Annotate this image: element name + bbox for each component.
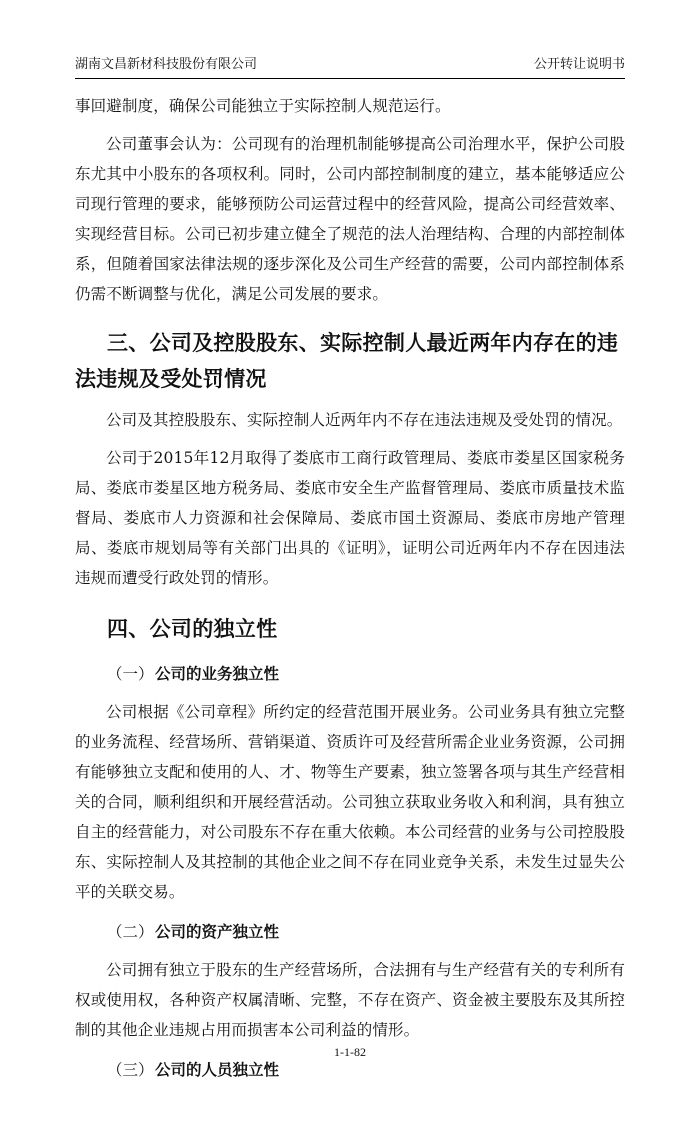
paragraph-board-opinion: 公司董事会认为：公司现有的治理机制能够提高公司治理水平，保护公司股东尤其中小股东的各项权利。同时，公司内部控制制度的建立，基本能够适应公司现行管理的要求，能够预防公司运营过程中的经营风险，提高公司经营效率、实现经营目标。公司已初步建立健全了规范的法人治理结构、合理的内部控制体系，但随着国家法律法规的逐步深化及公司生产经营的需要，公司内部控制体系仍需不断调整与优化，满足公司发展的要求。 [75, 135, 625, 303]
subsection-title: 公司的资产独立性 [155, 923, 280, 941]
paragraph-no-violations: 公司及其控股股东、实际控制人近两年内不存在违法违规及受处罚的情况。 [106, 411, 623, 429]
page-header [75, 56, 625, 79]
subsection-heading-assets [75, 917, 625, 947]
subsection-number: （一） [107, 665, 154, 683]
header-document-title: 公开转让说明书 [533, 57, 625, 72]
section-heading-violations: 三、公司及控股股东、实际控制人最近两年内存在的违法违规及受处罚情况 [75, 331, 619, 391]
page-number: 1-1-82 [334, 1045, 366, 1059]
section-heading-independence: 四、公司的独立性 [107, 617, 278, 641]
paragraph-certificates: 公司于2015年12月取得了娄底市工商行政管理局、娄底市娄星区国家税务局、娄底市娄星区地方税务局、娄底市安全生产监督管理局、娄底市质量技术监督局、娄底市人力资源和社会保障局、娄底市国土资源局、娄底市房地产管理局、娄底市规划局等有关部门出具的《证明》，证明公司近两年内不存在因违法违规而遭受行政处罚的情形。 [75, 449, 625, 587]
subsection-number: （二） [107, 923, 154, 941]
paragraph-asset-independence: 公司拥有独立于股东的生产经营场所，合法拥有与生产经营有关的专利所有权或使用权，各种资产权属清晰、完整，不存在资产、资金被主要股东及其所控制的其他企业违规占用而损害本公司利益的情形。 [75, 961, 625, 1039]
subsection-heading-business [75, 659, 625, 689]
subsection-number: （三） [107, 1061, 154, 1079]
paragraph-continuation: 事回避制度，确保公司能独立于实际控制人规范运行。 [75, 97, 451, 115]
header-company-name: 湖南文昌新材科技股份有限公司 [75, 57, 258, 72]
subsection-title: 公司的人员独立性 [155, 1061, 280, 1079]
page-content [75, 91, 625, 1093]
subsection-title: 公司的业务独立性 [155, 665, 280, 683]
paragraph-business-independence: 公司根据《公司章程》所约定的经营范围开展业务。公司业务具有独立完整的业务流程、经营场所、营销渠道、资质许可及经营所需企业业务资源，公司拥有能够独立支配和使用的人、才、物等生产要素，独立签署各项与其生产经营相关的合同，顺利组织和开展经营活动。公司独立获取业务收入和利润，具有独立自主的经营能力，对公司股东不存在重大依赖。本公司经营的业务与公司控股股东、实际控制人及其控制的其他企业之间不存在同业竞争关系，未发生过显失公平的关联交易。 [75, 703, 625, 901]
